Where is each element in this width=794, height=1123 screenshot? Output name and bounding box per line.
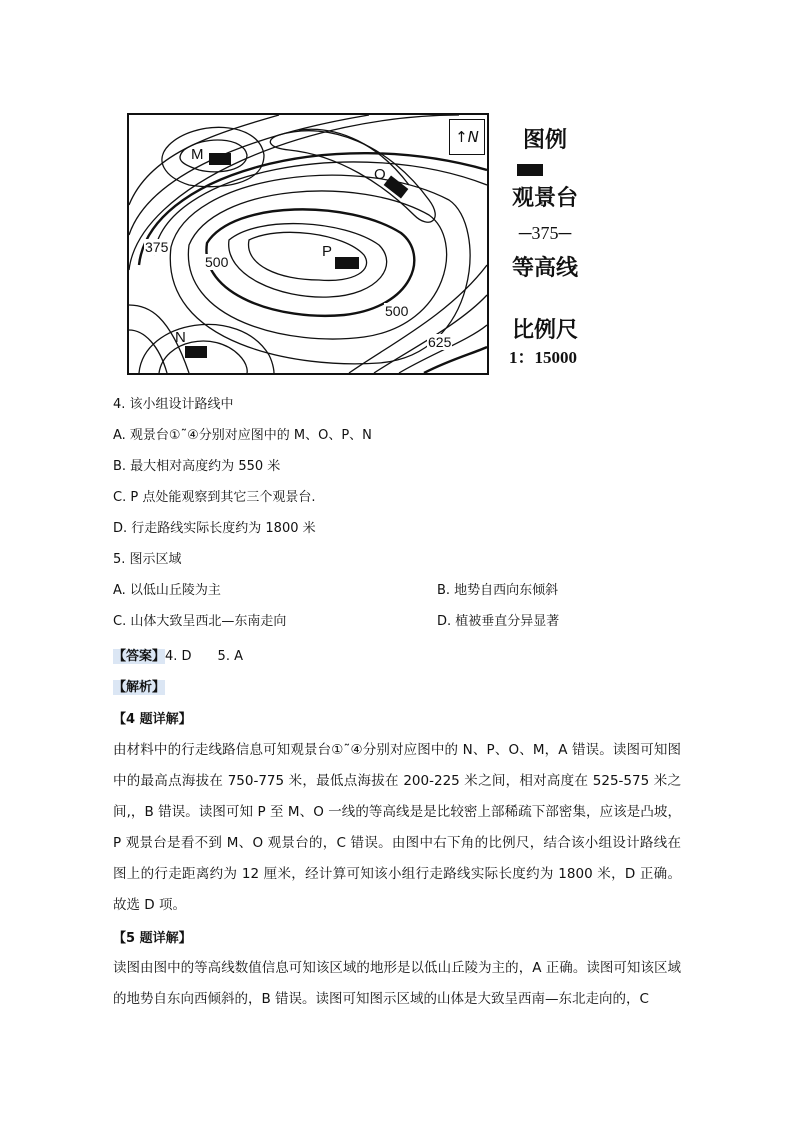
legend-viewpoint-label: 观景台: [511, 185, 578, 211]
q5-analysis-text: 读图由图中的等高线数值信息可知该区域的地形是以低山丘陵为主的，A 正确。读图可知该区域的地势自东向西倾斜的，B 错误。读图可知图示区域的山体是大致呈西南—东北走向的，C: [113, 960, 681, 1007]
analysis-label-line: [113, 676, 165, 695]
answer-value: 4. D 5. A: [165, 649, 243, 664]
legend-contour-sample: ─375─: [518, 223, 572, 243]
question-5-option-a: A. 以低山丘陵为主: [113, 583, 221, 598]
question-4-option-c: C. P 点处能观察到其它三个观景台.: [113, 490, 316, 505]
q5-analysis-title: 【5 题详解】: [113, 931, 192, 946]
answer-line: [113, 645, 243, 664]
contour-label-625: 625: [428, 334, 452, 350]
contour-map: [127, 113, 489, 375]
question-4-option-a: A. 观景台①˜④分别对应图中的 M、O、P、N: [113, 428, 372, 443]
legend-contour-label: 等高线: [511, 255, 578, 281]
question-4-option-b: B. 最大相对高度约为 550 米: [113, 459, 281, 474]
legend-scale-title: 比例尺: [511, 317, 578, 343]
legend-viewpoint-symbol: [517, 164, 543, 176]
question-4-option-d: D. 行走路线实际长度约为 1800 米: [113, 521, 316, 536]
analysis-label: 【解析】: [113, 680, 166, 695]
q4-analysis-title: 【4 题详解】: [113, 712, 192, 727]
legend-scale-value: 1：15000: [509, 348, 577, 367]
point-m-label: M: [191, 146, 204, 163]
point-n-label: N: [175, 329, 186, 346]
legend-title: 图例: [522, 127, 567, 153]
q4-analysis-text: 由材料中的行走线路信息可知观景台①˜④分别对应图中的 N、P、O、M，A 错误。读图可知图中的最高点海拔在 750-775 米，最低点海拔在 200-225 米之间，相对高度在 525-575 米之间,，B 错误。读图可知 P 至 M、O 一线的等高线是是比较密上部稀疏下部密集，应该是凸坡，P 观景台是看不到 M、O 观景台的，C 错误。由图中右下角的比例尺，结合该小组设计路线在图上的行走距离约为 12 厘米，经计算可知该小组行走路线实际长度约为 1800 米，D 正确。故选 D 项。: [113, 742, 681, 913]
north-arrow-icon: ↑N: [449, 119, 485, 155]
viewpoint-m-marker: [209, 153, 231, 165]
contour-label-500-west: 500: [205, 254, 229, 270]
question-5-option-c: C. 山体大致呈西北—东南走向: [113, 614, 287, 629]
question-5-stem: 5. 图示区域: [113, 552, 182, 567]
point-o-label: O: [374, 166, 386, 183]
contour-label-500-east: 500: [385, 303, 409, 319]
question-5-option-d: D. 植被垂直分异显著: [437, 614, 560, 629]
viewpoint-n-marker: [185, 346, 207, 358]
answer-label: 【答案】: [113, 649, 166, 664]
question-4-stem: 4. 该小组设计路线中: [113, 397, 234, 412]
point-p-label: P: [322, 243, 333, 260]
question-5-option-b: B. 地势自西向东倾斜: [437, 583, 559, 598]
contour-label-375: 375: [145, 239, 169, 255]
viewpoint-p-marker: [335, 257, 359, 269]
